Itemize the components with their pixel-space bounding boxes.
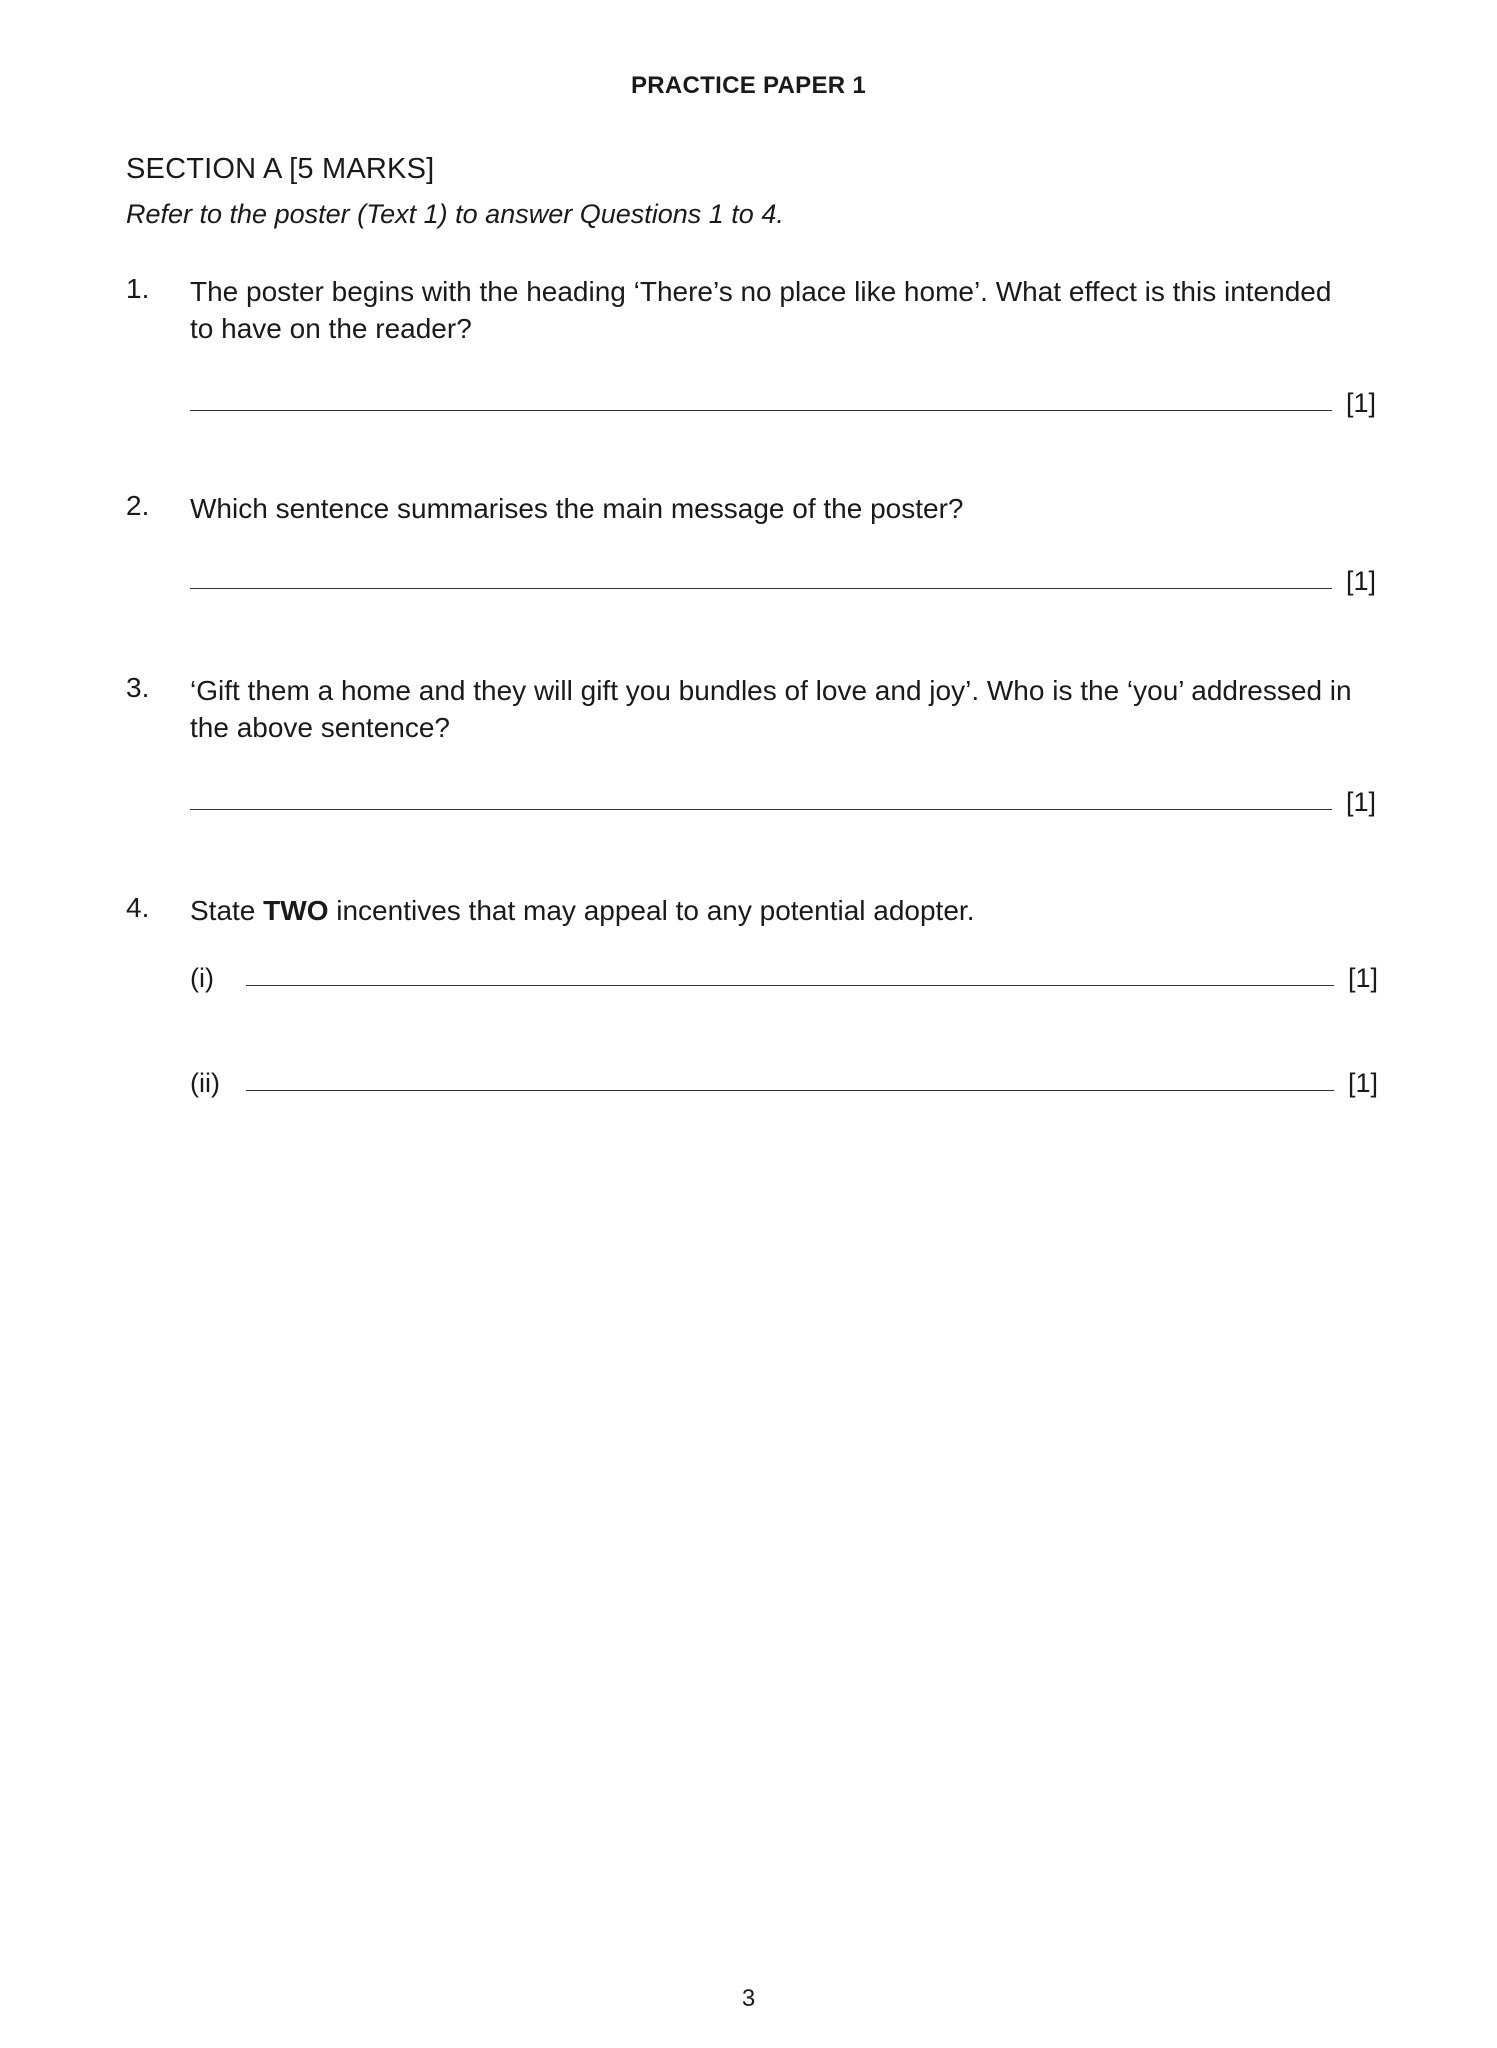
mark-allocation: [1] xyxy=(1345,566,1376,596)
mark-allocation: [1] xyxy=(1347,1068,1378,1098)
answer-part-i xyxy=(190,954,1378,994)
question-text: ‘Gift them a home and they will gift you bundles of love and joy’. Who is the ‘you’ addressed in the above sentence? xyxy=(190,675,1352,743)
mark-allocation: [1] xyxy=(1345,388,1376,418)
question-number: 3. xyxy=(126,672,150,703)
answer-row xyxy=(190,379,1376,419)
answer-line[interactable] xyxy=(190,588,1332,589)
question-number: 4. xyxy=(126,892,150,923)
answer-row xyxy=(190,778,1376,818)
question-text-end: incentives that may appeal to any potential adopter. xyxy=(328,895,975,926)
section-instruction: Refer to the poster (Text 1) to answer Questions 1 to 4. xyxy=(126,199,784,229)
page-number: 3 xyxy=(741,1985,756,2012)
question-number: 2. xyxy=(126,490,150,521)
section-heading: SECTION A [5 MARKS] xyxy=(126,153,435,185)
answer-line[interactable] xyxy=(246,1090,1334,1091)
answer-part-ii xyxy=(190,1059,1378,1099)
mark-allocation: [1] xyxy=(1345,787,1376,817)
paper-title: PRACTICE PAPER 1 xyxy=(630,72,867,99)
part-label: (i) xyxy=(190,963,214,993)
question-text: Which sentence summarises the main message of the poster? xyxy=(190,493,964,524)
answer-line[interactable] xyxy=(190,410,1332,411)
question-text: The poster begins with the heading ‘There’s no place like home’. What effect is this intended to have on the reader? xyxy=(190,276,1332,344)
answer-line[interactable] xyxy=(190,809,1332,810)
question-text xyxy=(190,892,1360,929)
emphasis-two: TWO xyxy=(263,895,329,926)
answer-line[interactable] xyxy=(246,985,1334,986)
mark-allocation: [1] xyxy=(1347,963,1378,993)
question-number: 1. xyxy=(126,273,150,304)
part-label: (ii) xyxy=(190,1068,220,1098)
answer-row xyxy=(190,557,1376,597)
question-text-start: State xyxy=(190,895,264,926)
